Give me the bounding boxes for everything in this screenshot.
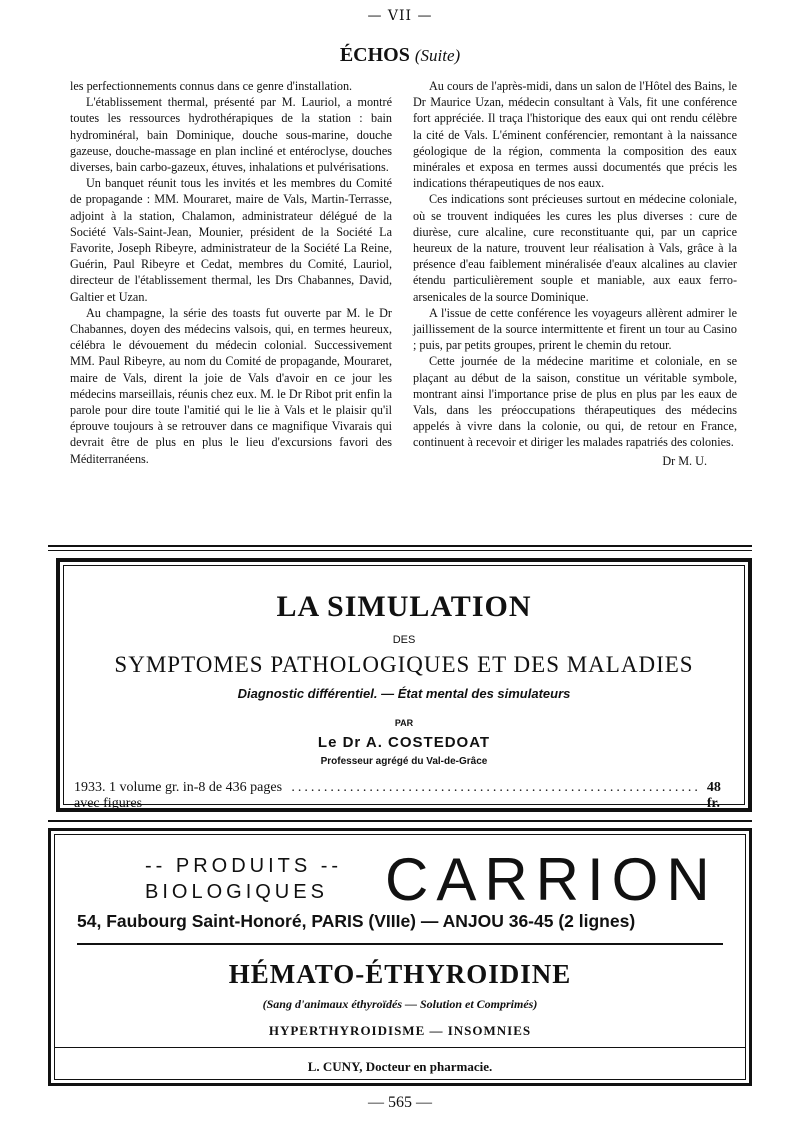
paragraph: L'établissement thermal, présenté par M. Lauriol, a montré toutes les ressources hydrothérapiques de la station : bain hydrominéral, bain Dominique, douche sous-marine, douche gazeuse, douche-massage en plan incliné et entéroclyse, douches diverses, bain carbo-gazeux, étuves, inhalations et pulvérisations. bbox=[70, 95, 392, 175]
signature: Dr M. U. bbox=[662, 453, 707, 468]
ad-title: LA SIMULATION bbox=[276, 590, 532, 623]
ad-bottom-rule bbox=[55, 1047, 745, 1048]
ad-author: Le Dr A. COSTEDOAT bbox=[317, 734, 491, 751]
ad-par: PAR bbox=[394, 718, 414, 728]
paragraph: Au champagne, la série des toasts fut ouverte par M. le Dr Chabannes, doyen des médecins valsois, qui, en termes heureux, célébra le dévouement du médecin colonial. Successivement MM. Paul Ribeyre, au nom du Comité de propagande, Mouraret, maire de Vals, dirent la joie de Vals d'avoir en ce jour les médecins marseillais, réunis chez eux. M. le Dr Ribot prit enfin la parole pour dire toute l'amitié qui le lie à Vals et le plaisir qu'il éprouve toujours à se retrouver dans ce magnifique Vivarais qui devrait être de plus en plus le lieu d'excursions favori des Méditerranéens. bbox=[70, 305, 392, 466]
ad-diagnostic: Diagnostic différentiel. — État mental des simulateurs bbox=[237, 686, 571, 701]
ad-carrion bbox=[48, 828, 752, 1086]
ad-brand: CARRION bbox=[385, 846, 718, 913]
article-left-column bbox=[70, 78, 392, 467]
ad-dots: ............................................................... bbox=[291, 780, 701, 795]
section-title-suite: (Suite) bbox=[414, 46, 461, 65]
section-title-main: ÉCHOS bbox=[339, 44, 410, 66]
separator-line bbox=[48, 820, 752, 822]
page-number-bottom: — 565 — bbox=[368, 1094, 432, 1111]
ad-des: DES bbox=[392, 634, 416, 646]
ad-volume-line bbox=[74, 780, 730, 812]
article-right-column bbox=[413, 78, 737, 469]
paragraph: les perfectionnements connus dans ce genre d'installation. bbox=[70, 79, 353, 93]
ad-product: HÉMATO-ÉTHYROIDINE bbox=[228, 959, 572, 989]
ad-address: 54, Faubourg Saint-Honoré, PARIS (VIIIe) — ANJOU 36-45 (2 lignes) bbox=[77, 911, 636, 931]
separator-line bbox=[48, 550, 752, 551]
ad-description: (Sang d'animaux éthyroïdés — Solution et Comprimés) bbox=[262, 997, 538, 1011]
ad-produits: -- PRODUITS -- bbox=[145, 855, 343, 877]
paragraph: Cette journée de la médecine maritime et coloniale, en se plaçant au début de la saison, constitue un véritable symbole, montrant ainsi l'importance prise de plus en plus par les eaux de Vals, dans les préoccupations thérapeutiques des médecins appelés à vivre dans la colonie, ou qui, de retour en France, continuent à recevoir et diriger les malades rapatriés des colonies. bbox=[413, 354, 737, 450]
separator-line bbox=[48, 545, 752, 547]
paragraph: Un banquet réunit tous les invités et les membres du Comité de propagande : MM. Mouraret, maire de Vals, Martin-Terrasse, adjoint à la station, Chalamon, administrateur délégué de la Société Vals-Saint-Jean, Mounier, président de la Société La Favorite, Joseph Ribeyre, administrateur de la Société La Reine, Guérin, Paul Ribeyre et Cedat, membres du Comité, Lauriol, directeur de l'établissement thermal, les Drs Chabannes, David, Galtier et Uzan. bbox=[70, 176, 392, 304]
ad-pharmacist: L. CUNY, Docteur en pharmacie. bbox=[307, 1059, 493, 1074]
paragraph: A l'issue de cette conférence les voyageurs allèrent admirer le jaillissement de la source intermittente et firent un tour au Casino ; puis, par petits groupes, prirent le chemin du retour. bbox=[413, 305, 737, 353]
ad-inner-rule bbox=[77, 943, 723, 945]
ad-volume: 1933. 1 volume gr. in-8 de 436 pages avec figures bbox=[74, 780, 283, 811]
ad-simulation bbox=[56, 558, 752, 812]
ad-price: 48 fr. bbox=[706, 780, 721, 811]
ad-indications: HYPERTHYROIDISME — INSOMNIES bbox=[268, 1023, 532, 1038]
page-number-top: — VII — bbox=[367, 8, 433, 24]
paragraph: Au cours de l'après-midi, dans un salon de l'Hôtel des Bains, le Dr Maurice Uzan, médecin consultant à Vals, fit une conférence fort appréciée. Il traça l'historique des eaux qui ont rendu célèbre la cité de Vals. L'éminent conférencier, remontant à la naissance géologique de la région, commenta la composition des eaux minérales et exposa en termes aussi documentés que précis les indications thérapeutiques de nos eaux. bbox=[413, 79, 737, 191]
ad-carrion-frame bbox=[54, 834, 746, 1080]
paragraph: Ces indications sont précieuses surtout en médecine coloniale, où se trouvent indiquées les cures les plus diverses : cure de diurèse, cure alcaline, cure reconstituante qui, par un caprice heureux de la nature, trouvent leur réalisation à Vals, grâce à la présence d'eau faiblement minéralisée d'eaux alcalines au clavier étendu particulièrement souple et maniable, aux eaux ferro-arsenicales de la source Dominique. bbox=[413, 192, 737, 304]
ad-biologiques: BIOLOGIQUES bbox=[145, 881, 328, 903]
ad-professor: Professeur agrégé du Val-de-Grâce bbox=[320, 756, 488, 767]
ad-subtitle: SYMPTOMES PATHOLOGIQUES ET DES MALADIES bbox=[114, 652, 694, 677]
section-title bbox=[0, 44, 800, 67]
ad-simulation-frame bbox=[63, 565, 745, 811]
